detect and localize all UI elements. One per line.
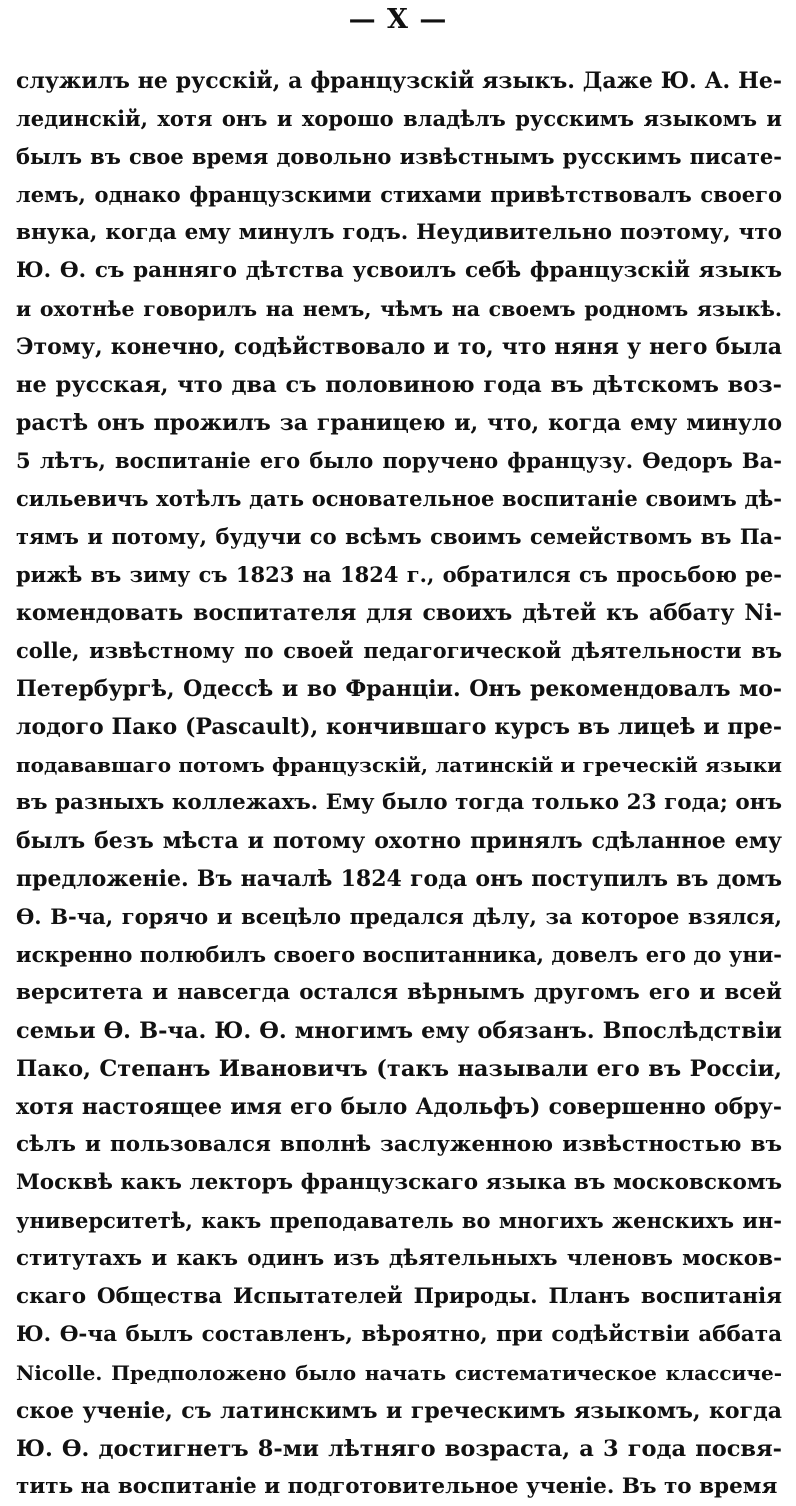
text-line: colle, извѣстному по своей педагогической дѣятельности въ — [16, 638, 782, 663]
text-line: семьи Ѳ. В-ча. Ю. Ѳ. многимъ ему обязанъ. Впослѣдствіи — [16, 1018, 782, 1044]
text-line: не русская, что два съ половиною года въ дѣтскомъ воз- — [16, 372, 782, 398]
text-line: былъ безъ мѣста и потому охотно принялъ сдѣланное ему — [16, 828, 782, 854]
text-line: лемъ, однако французскими стихами привѣтствовалъ своего — [16, 182, 782, 207]
text-line: 5 лѣтъ, воспитаніе его было поручено французу. Ѳедоръ Ва- — [16, 448, 782, 473]
text-line: Ѳ. В-ча, горячо и всецѣло предался дѣлу, за которое взялся, — [16, 904, 782, 929]
page-number-header: — X — — [348, 4, 448, 35]
text-line: лодого Пако (Pascault), кончившаго курсъ въ лицеѣ и пре- — [16, 714, 782, 740]
text-line: внука, когда ему минулъ годъ. Неудивительно поэтому, что — [16, 220, 782, 245]
text-line: Этому, конечно, содѣйствовало и то, что няня у него была — [16, 334, 782, 360]
text-line: тямъ и потому, будучи со всѣмъ своимъ семействомъ въ Па- — [16, 524, 782, 549]
text-line: сильевичъ хотѣлъ дать основательное воспитаніе своимъ дѣ- — [16, 486, 782, 511]
text-line: Nicolle. Предположено было начать систематическое классиче- — [16, 1361, 782, 1385]
text-line: верситета и навсегда остался вѣрнымъ другомъ его и всей — [16, 980, 782, 1005]
text-line: Пако, Степанъ Ивановичъ (такъ называли его въ Россіи, — [16, 1056, 782, 1082]
text-line: былъ въ свое время довольно извѣстнымъ русскимъ писате- — [16, 144, 782, 169]
text-line: подававшаго потомъ французскій, латинскій и греческій языки — [16, 753, 782, 777]
text-line: Ю. Ѳ-ча былъ составленъ, вѣроятно, при содѣйствіи аббата — [16, 1322, 782, 1347]
text-line: тить на воспитаніе и подготовительное ученіе. Въ то время — [16, 1474, 778, 1499]
text-line: ское ученіе, съ латинскимъ и греческимъ языкомъ, когда — [16, 1398, 782, 1424]
text-line: искренно полюбилъ своего воспитанника, довелъ его до уни- — [16, 942, 782, 967]
text-line: и охотнѣе говорилъ на немъ, чѣмъ на своемъ родномъ языкѣ. — [16, 297, 782, 321]
text-line: комендовать воспитателя для своихъ дѣтей къ аббату Ni- — [16, 600, 782, 626]
text-line: Москвѣ какъ лекторъ французскаго языка въ московскомъ — [16, 1170, 782, 1195]
body-text — [16, 62, 782, 1506]
text-line: скаго Общества Испытателей Природы. Планъ воспитанія — [16, 1284, 782, 1309]
text-line: растѣ онъ прожилъ за границею и, что, когда ему минуло — [16, 410, 782, 436]
text-line: Ю. Ѳ. съ ранняго дѣтства усвоилъ себѣ французскій языкъ — [16, 258, 782, 283]
text-line: предложеніе. Въ началѣ 1824 года онъ поступилъ въ домъ — [16, 866, 782, 892]
text-line: сѣлъ и пользовался вполнѣ заслуженною извѣстностью въ — [16, 1132, 782, 1157]
text-line: Ю. Ѳ. достигнетъ 8-ми лѣтняго возраста, а 3 года посвя- — [16, 1436, 782, 1462]
text-line: ститутахъ и какъ одинъ изъ дѣятельныхъ членовъ москов- — [16, 1246, 782, 1271]
text-line: служилъ не русскій, а французскій языкъ. Даже Ю. А. Не- — [16, 68, 782, 94]
text-line: въ разныхъ коллежахъ. Ему было тогда только 23 года; онъ — [16, 790, 782, 815]
text-line: университетѣ, какъ преподаватель во многихъ женскихъ ин- — [16, 1208, 782, 1233]
text-line: хотя настоящее имя его было Адольфъ) совершенно обру- — [16, 1094, 782, 1120]
text-line: Петербургѣ, Одессѣ и во Франціи. Онъ рекомендовалъ мо- — [16, 676, 782, 702]
text-line: рижѣ въ зиму съ 1823 на 1824 г., обратился съ просьбою ре- — [16, 562, 782, 587]
text-line: лединскій, хотя онъ и хорошо владѣлъ русскимъ языкомъ и — [16, 106, 782, 131]
